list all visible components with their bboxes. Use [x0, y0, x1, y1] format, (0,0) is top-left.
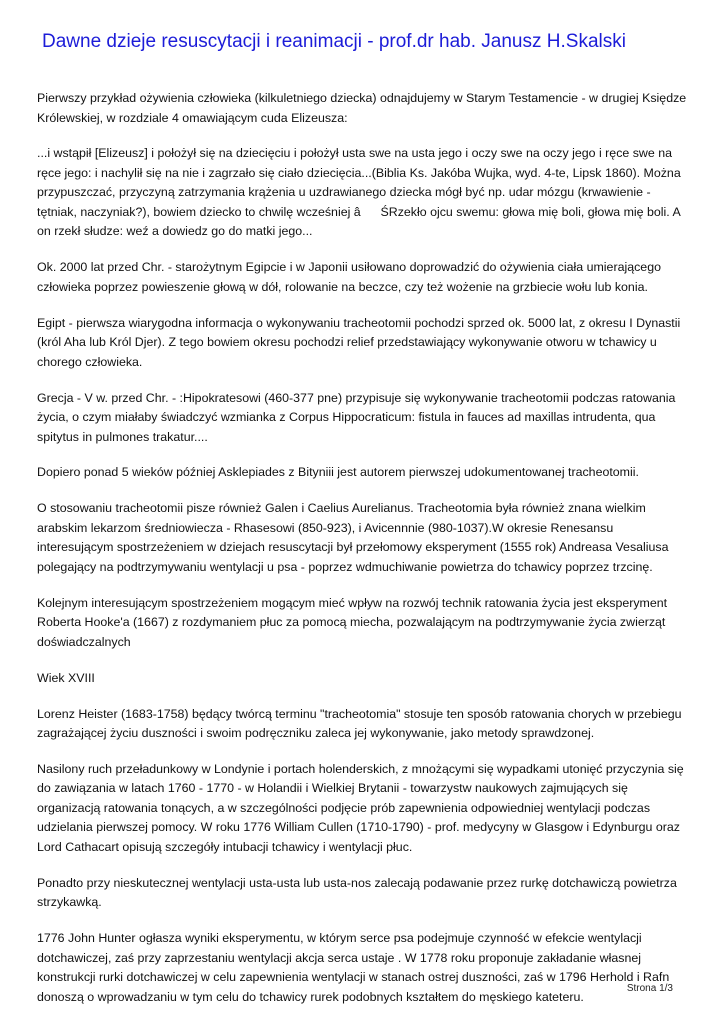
paragraph-6: Dopiero ponad 5 wieków później Asklepiades z Bityniii jest autorem pierwszej udokumentowanej tracheotomii. — [37, 465, 639, 480]
paragraph-12: Ponadto przy nieskutecznej wentylacji usta-usta lub usta-nos zalecają podawanie przez rurkę dotchawiczą powietrza strzykawką. — [37, 875, 677, 910]
paragraph-7: O stosowaniu tracheotomii pisze również Galen i Caelius Aurelianus. Tracheotomia była również znana wielkim arabskim lekarzom średniowiecza - Rhasesowi (850-923), i Avicennnie (980-1037).W okresie Renesansu interesującym spostrzeżeniem w dziejach resuscytacji był przełomowy eksperyment (1555 rok) Andreasa Vesaliusa polegający na podtrzymywaniu wentylacji u psa - poprzez wdmuchiwanie powietrza do tchawicy poprzez trzcinę. — [37, 501, 669, 574]
page-title: Dawne dzieje resuscytacji i reanimacji - prof.dr hab. Janusz H.Skalski — [42, 31, 626, 52]
paragraph-13: 1776 John Hunter ogłasza wyniki eksperymentu, w którym serce psa podejmuje czynność w efekcie wentylacji dotchawiczej, zaś przy zaprzestaniu wentylacji akcja serca ustaje . W 1778 roku proponuje zakładanie własnej konstrukcji rurki dotchawiczej w celu zapewnienia wentylacji w stanach ostrej duszności, zaś w 1796 Herhold i Rafn donoszą o wprowadzaniu w tym celu do tchawicy rurek podobnych kształtem do męskiego kateteru. — [37, 931, 670, 1004]
article-body — [37, 89, 687, 1024]
section-heading-wiek-xviii: Wiek XVIII — [37, 670, 95, 685]
paragraph-1: Pierwszy przykład ożywienia człowieka (kilkuletniego dziecka) odnajdujemy w Starym Testamencie - w drugiej Księdze Królewskiej, w rozdziale 4 omawiającym cuda Elizeusza: — [37, 91, 687, 125]
paragraph-3: Ok. 2000 lat przed Chr. - starożytnym Egipcie i w Japonii usiłowano doprowadzić do ożywienia ciała umierającego człowieka poprzez powieszenie głową w dół, rolowanie na beczce, czy też wożenie na grzbiecie wołu lub konia. — [37, 260, 661, 294]
paragraph-11: Nasilony ruch przeładunkowy w Londynie i portach holenderskich, z mnożącymi się wypadkami utonięć przyczynia się do zawiązania w latach 1760 - 1770 - w Holandii i Wielkiej Brytanii - towarzystw naukowych zajmujących się organizacją ratowania tonących, a w szczególności podjęcie prób zapewnienia odpowiedniej wentylacji podczas udzielania pierwszej pomocy. W roku 1776 William Cullen (1710-1790) - prof. medycyny w Glasgow i Edynburgu oraz Lord Cathacart opisują szczegóły intubacji tchawicy i wentylacji płuc. — [37, 761, 684, 854]
paragraph-2: ...i wstąpił [Elizeusz] i położył się na dziecięciu i położył usta swe na usta jego i oczy swe na oczy jego i ręce swe na ręce jego: i nachylił się na nie i zagrzało się ciało dziecięcia...(Biblia Ks. Jakóba Wujka, wyd. 4-te, Lipsk 1860). Można przypuszczać, przyczyną zatrzymania krążenia u uzdrawianego dziecka mógł być np. udar mózgu (krwawienie - tętniak, naczyniak?), bowiem dziecko to chwilę wcześniej âŚRzekło ojcu swemu: głowa mię boli, głowa mię boli. A on rzekł słudze: weź a dowiedz go do matki jego... — [37, 146, 681, 239]
paragraph-5: Grecja - V w. przed Chr. - :Hipokratesowi (460-377 pne) przypisuje się wykonywanie tracheotomii podczas ratowania życia, o czym miałaby świadczyć wzmianka z Corpus Hippocraticum: fistula in fauces ad maxillas intrudenta, qua spitytus in pulmones trakatur.... — [37, 390, 676, 444]
paragraph-10: Lorenz Heister (1683-1758) będący twórcą terminu "tracheotomia" stosuje ten sposób ratowania chorych w przebiegu zagrażającej życiu duszności i swoim podręczniku zaleca jej wykonywanie, jako metody sprawdzonej. — [37, 706, 682, 741]
page-number: Strona 1/3 — [626, 983, 673, 994]
paragraph-8: Kolejnym interesującym spostrzeżeniem mogącym mieć wpływ na rozwój technik ratowania życia jest eksperyment Roberta Hooke'a (1667) z rozdymaniem płuc za pomocą miecha, pozwalającym na podtrzymywanie życia zwierząt doświadczalnych — [37, 595, 668, 649]
paragraph-4: Egipt - pierwsza wiarygodna informacja o wykonywaniu tracheotomii pochodzi sprzed ok. 5000 lat, z okresu I Dynastii (król Aha lub Król Djer). Z tego bowiem okresu pochodzi relief przedstawiający wykonywanie otworu w tchawicy u chorego człowieka. — [37, 315, 681, 369]
